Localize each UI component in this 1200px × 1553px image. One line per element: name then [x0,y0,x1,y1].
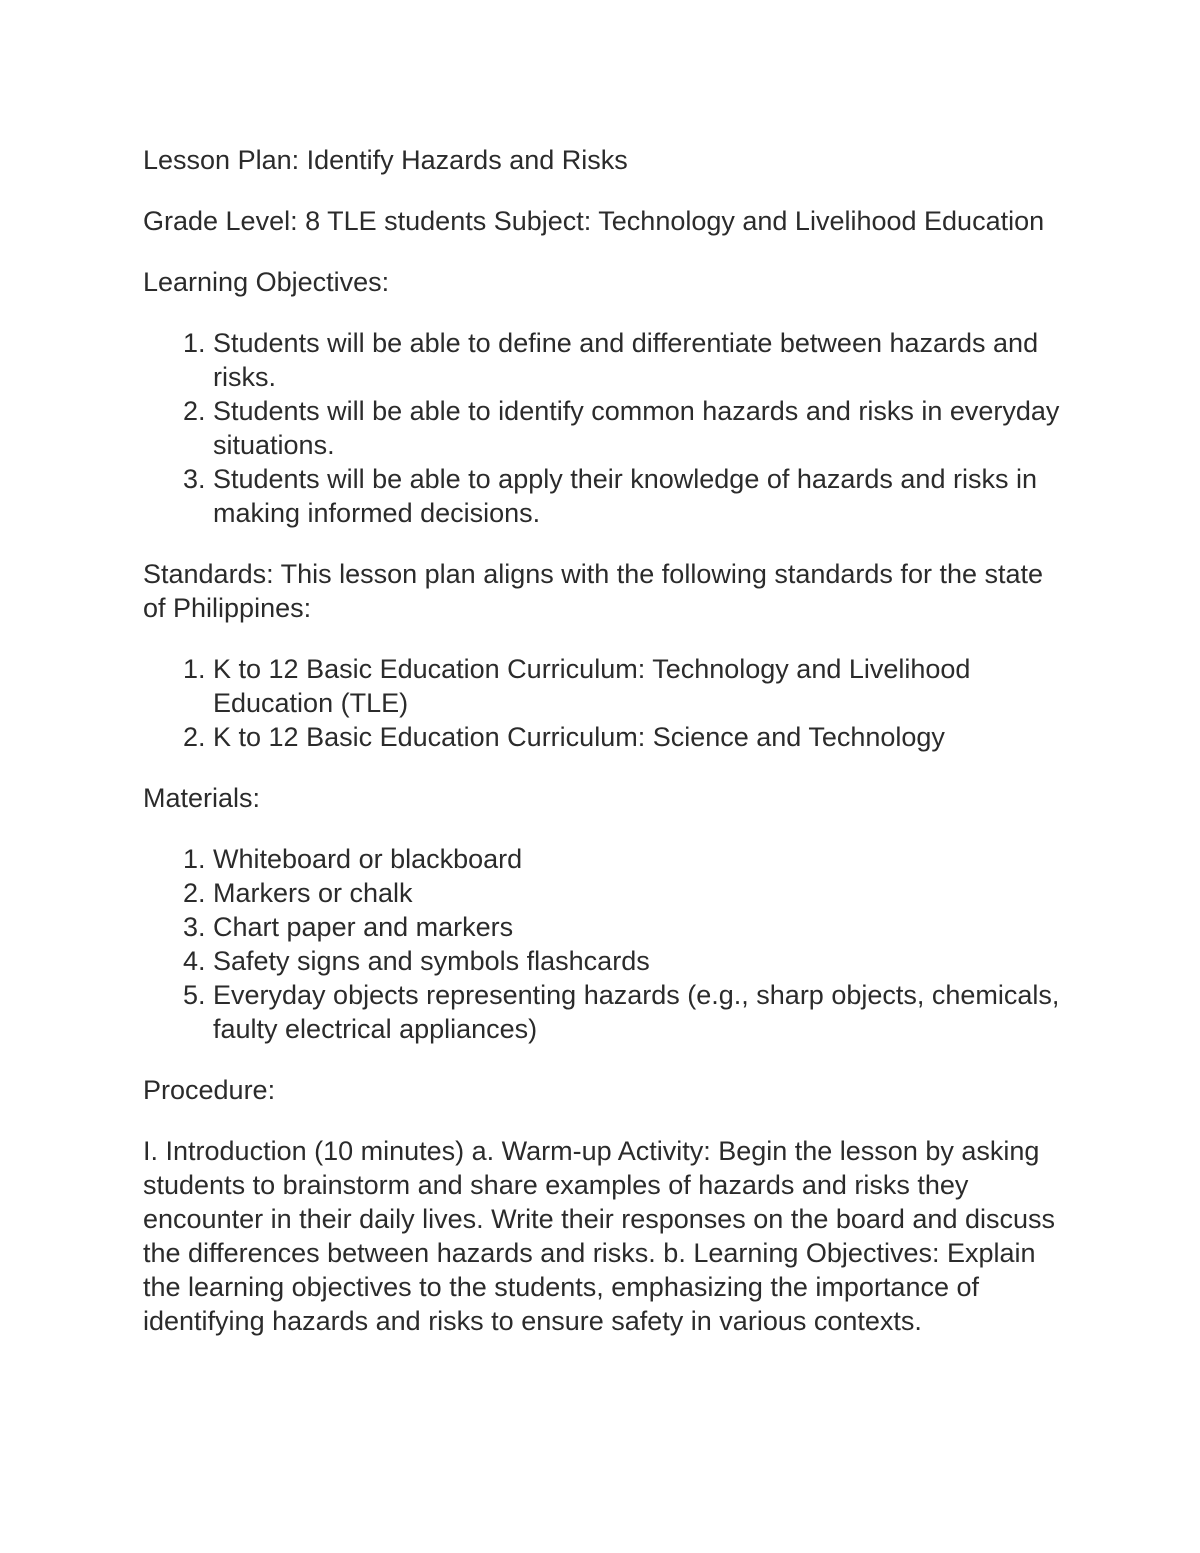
objective-item: 2. Students will be able to identify common hazards and risks in everyday situations. [213,394,1073,462]
standard-item: 1. K to 12 Basic Education Curriculum: Technology and Livelihood Education (TLE) [213,652,1073,720]
material-item: 1. Whiteboard or blackboard [213,842,1073,876]
material-item: 4. Safety signs and symbols flashcards [213,944,1073,978]
objective-item: 1. Students will be able to define and differentiate between hazards and risks. [213,326,1073,394]
material-item: 3. Chart paper and markers [213,910,1073,944]
procedure-heading: Procedure: [143,1075,276,1105]
objectives-heading: Learning Objectives: [143,267,390,297]
objective-item: 3. Students will be able to apply their knowledge of hazards and risks in making informed decisions. [213,462,1073,530]
document-body [143,143,1073,1365]
standards-list [143,652,1073,754]
material-item: 5. Everyday objects representing hazards (e.g., sharp objects, chemicals, faulty electrical appliances) [213,978,1073,1046]
standard-item: 2. K to 12 Basic Education Curriculum: Science and Technology [213,720,1073,754]
standards-intro: Standards: This lesson plan aligns with the following standards for the state of Philippines: [143,559,1044,623]
materials-heading: Materials: [143,783,261,813]
material-item: 2. Markers or chalk [213,876,1073,910]
lesson-title: Lesson Plan: Identify Hazards and Risks [143,145,628,175]
objectives-list [143,326,1073,530]
materials-list [143,842,1073,1046]
grade-subject-line: Grade Level: 8 TLE students Subject: Technology and Livelihood Education [143,206,1045,236]
procedure-introduction: I. Introduction (10 minutes) a. Warm-up Activity: Begin the lesson by asking students to brainstorm and share examples of hazards and risks they encounter in their daily lives. Write their responses on the board and discuss the differences between hazards and risks. b. Learning Objectives: Explain the learning objectives to the students, emphasizing the importance of identifying hazards and risks to ensure safety in various contexts. [143,1136,1055,1336]
